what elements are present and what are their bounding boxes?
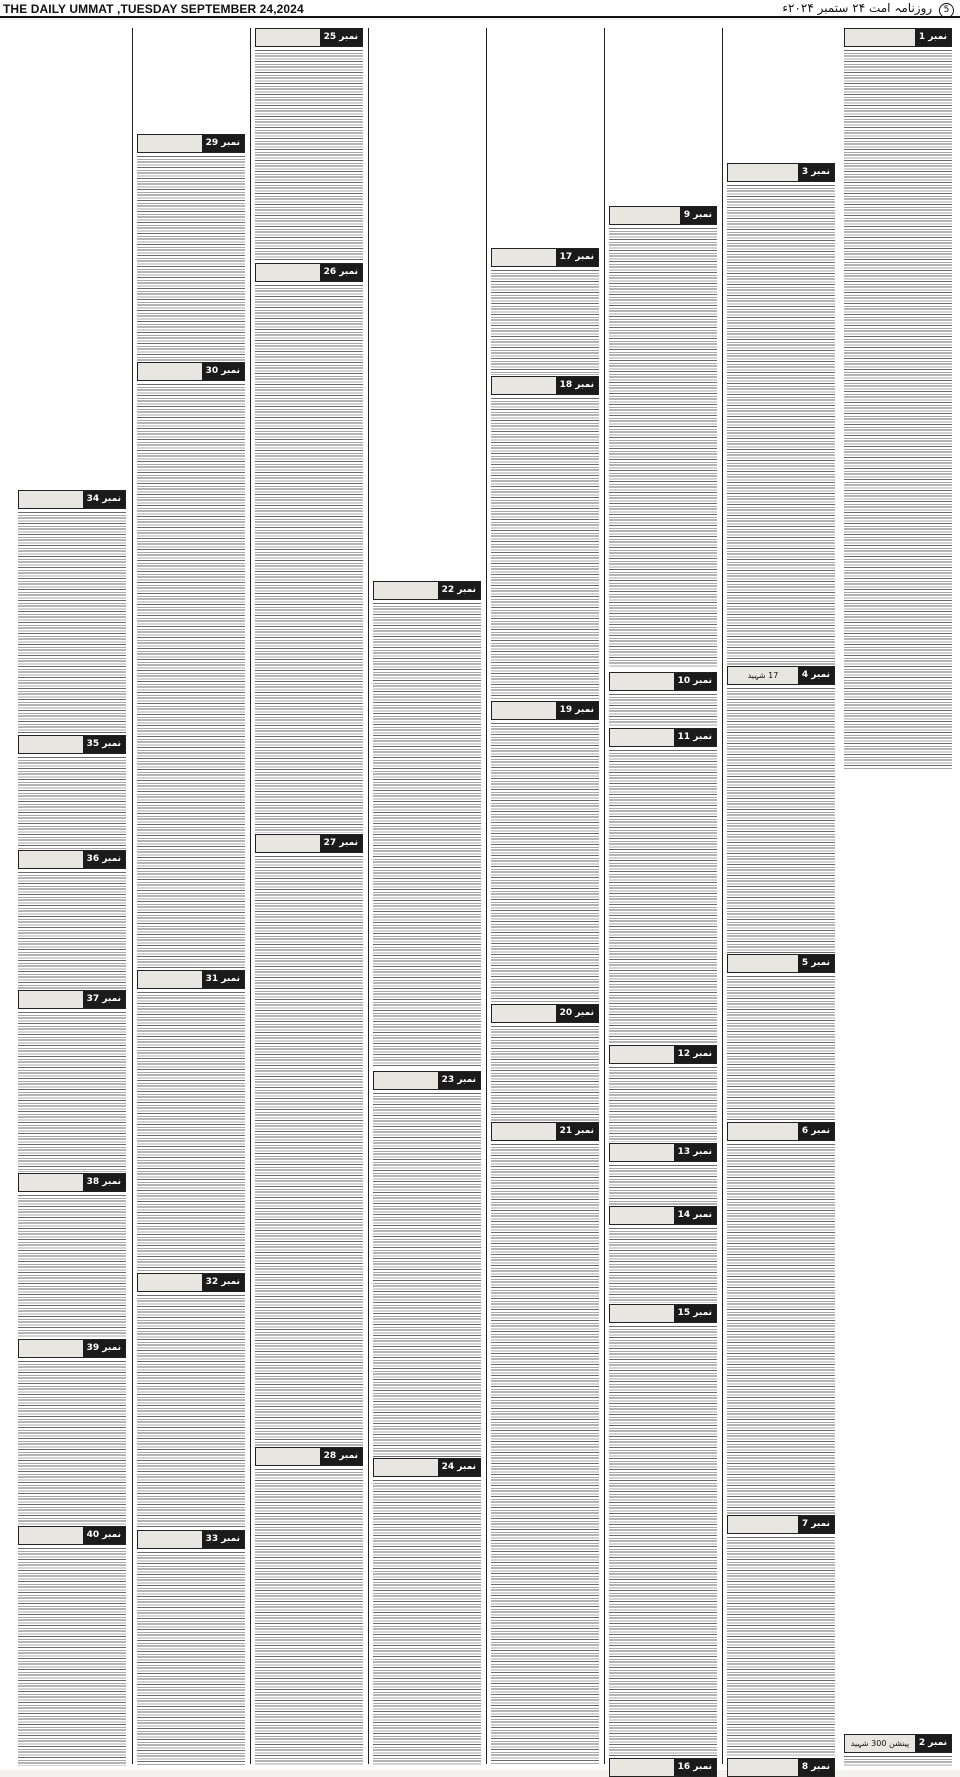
news-item bbox=[609, 1758, 717, 1772]
news-item-number: نمبر 24 bbox=[438, 1459, 480, 1476]
news-item-header bbox=[609, 1304, 717, 1323]
news-item-header bbox=[491, 701, 599, 720]
news-item-body bbox=[373, 603, 481, 1067]
news-item-header bbox=[18, 1173, 126, 1192]
news-item-header bbox=[255, 263, 363, 282]
news-item-title bbox=[138, 135, 202, 152]
news-item-header bbox=[373, 581, 481, 600]
news-item-header bbox=[137, 970, 245, 989]
news-item-number: نمبر 40 bbox=[83, 1527, 125, 1544]
news-item-body bbox=[491, 723, 599, 1003]
news-item-body bbox=[18, 1012, 126, 1172]
news-item-title bbox=[492, 249, 556, 266]
news-item-body bbox=[137, 156, 245, 361]
news-item-title bbox=[610, 1144, 674, 1161]
news-item-title bbox=[492, 1005, 556, 1022]
news-item-body bbox=[255, 1469, 363, 1766]
news-item-body bbox=[255, 285, 363, 833]
news-item bbox=[18, 1339, 126, 1523]
news-item bbox=[137, 1273, 245, 1527]
news-item-header bbox=[137, 1273, 245, 1292]
news-item-number: نمبر 23 bbox=[438, 1072, 480, 1089]
news-item-header bbox=[137, 134, 245, 153]
newspaper-page bbox=[0, 20, 960, 1770]
news-item bbox=[609, 672, 717, 725]
news-item-title bbox=[492, 1123, 556, 1140]
news-item bbox=[255, 1447, 363, 1764]
news-item-number: نمبر 30 bbox=[202, 363, 244, 380]
news-item-body bbox=[609, 750, 717, 1044]
news-item-title bbox=[19, 991, 83, 1008]
news-item-body bbox=[255, 50, 363, 262]
news-item-number: نمبر 1 bbox=[915, 29, 951, 46]
news-item bbox=[18, 990, 126, 1170]
news-item-number: نمبر 3 bbox=[798, 164, 834, 181]
news-item-body bbox=[18, 1361, 126, 1525]
news-item-header bbox=[609, 1206, 717, 1225]
news-item bbox=[727, 1122, 835, 1512]
news-column bbox=[840, 28, 956, 1764]
news-item-title bbox=[610, 729, 674, 746]
news-item bbox=[137, 134, 245, 359]
news-item-title bbox=[256, 264, 320, 281]
news-item bbox=[255, 28, 363, 260]
news-item-body bbox=[373, 1480, 481, 1766]
news-item-header bbox=[844, 28, 952, 47]
news-item bbox=[727, 1758, 835, 1772]
news-item-header bbox=[844, 1734, 952, 1753]
news-item-body bbox=[609, 1228, 717, 1303]
news-item-title bbox=[19, 736, 83, 753]
news-item-title bbox=[256, 29, 320, 46]
news-item-number: نمبر 33 bbox=[202, 1531, 244, 1548]
news-item bbox=[491, 376, 599, 698]
news-item-title bbox=[256, 1448, 320, 1465]
news-item-header bbox=[137, 1530, 245, 1549]
news-item-body bbox=[255, 856, 363, 1446]
page-number-badge: 5 bbox=[939, 3, 954, 18]
news-item bbox=[255, 263, 363, 831]
news-item-number: نمبر 5 bbox=[798, 955, 834, 972]
news-item-header bbox=[727, 1122, 835, 1141]
news-item-header bbox=[491, 1122, 599, 1141]
news-column bbox=[132, 28, 249, 1764]
news-item-title bbox=[374, 1072, 438, 1089]
news-item-number: نمبر 17 bbox=[556, 249, 598, 266]
news-item-number: نمبر 11 bbox=[674, 729, 716, 746]
news-item-number: نمبر 7 bbox=[798, 1516, 834, 1533]
news-item-title bbox=[728, 955, 798, 972]
news-item-title: 17 شہید bbox=[747, 671, 779, 680]
news-item-body bbox=[609, 1067, 717, 1142]
news-item-body bbox=[609, 228, 717, 668]
news-item-body bbox=[727, 185, 835, 665]
news-item-header bbox=[18, 850, 126, 869]
masthead-urdu-title bbox=[782, 1, 954, 18]
news-item-number: نمبر 9 bbox=[680, 207, 716, 224]
news-item-number: نمبر 15 bbox=[674, 1305, 716, 1322]
news-item-body bbox=[491, 270, 599, 375]
news-item-body bbox=[844, 50, 952, 770]
news-item-title bbox=[728, 1516, 798, 1533]
news-item-body bbox=[491, 1144, 599, 1764]
news-item-title bbox=[610, 1046, 674, 1063]
news-item bbox=[609, 728, 717, 1042]
news-item-title bbox=[610, 1759, 674, 1776]
news-item-title bbox=[610, 207, 680, 224]
news-item-title bbox=[728, 1123, 798, 1140]
news-item bbox=[609, 1206, 717, 1301]
news-item-header bbox=[373, 1458, 481, 1477]
news-item-number: نمبر 20 bbox=[556, 1005, 598, 1022]
news-item-header bbox=[255, 1447, 363, 1466]
news-item-title bbox=[610, 1207, 674, 1224]
news-column bbox=[486, 28, 603, 1764]
news-item-header bbox=[727, 163, 835, 182]
news-item bbox=[727, 163, 835, 663]
news-item-number: نمبر 26 bbox=[320, 264, 362, 281]
news-item bbox=[373, 581, 481, 1065]
news-item bbox=[491, 701, 599, 1001]
news-item-number: نمبر 19 bbox=[556, 702, 598, 719]
news-item-title bbox=[138, 1274, 202, 1291]
news-item-number: نمبر 2 bbox=[915, 1735, 951, 1752]
news-item-header bbox=[18, 490, 126, 509]
news-item bbox=[137, 970, 245, 1270]
news-item-header bbox=[491, 1004, 599, 1023]
masthead-urdu-text: روزنامہ امت ۲۴ ستمبر ۲۰۲۴ء bbox=[782, 1, 933, 15]
news-item-title: پینشن 300 شہید bbox=[850, 1739, 910, 1748]
news-item bbox=[373, 1071, 481, 1455]
news-item-number: نمبر 12 bbox=[674, 1046, 716, 1063]
news-item bbox=[727, 954, 835, 1119]
news-item bbox=[609, 206, 717, 666]
news-item-title bbox=[610, 673, 674, 690]
news-item-title bbox=[374, 1459, 438, 1476]
news-item-title bbox=[492, 377, 556, 394]
news-item bbox=[609, 1304, 717, 1754]
news-column bbox=[722, 28, 839, 1772]
news-item-header bbox=[373, 1071, 481, 1090]
news-item bbox=[609, 1045, 717, 1140]
news-column bbox=[250, 28, 367, 1764]
news-item-body bbox=[727, 1144, 835, 1514]
news-item-title bbox=[845, 29, 915, 46]
news-item-title bbox=[19, 1527, 83, 1544]
news-item-body bbox=[727, 976, 835, 1121]
news-item-title bbox=[492, 702, 556, 719]
news-item-title bbox=[610, 1305, 674, 1322]
news-item-header bbox=[727, 954, 835, 973]
news-item bbox=[18, 490, 126, 732]
news-item-body bbox=[18, 1548, 126, 1766]
news-item-number: نمبر 14 bbox=[674, 1207, 716, 1224]
news-item-number: نمبر 18 bbox=[556, 377, 598, 394]
news-item-header bbox=[491, 248, 599, 267]
news-item-number: نمبر 25 bbox=[320, 29, 362, 46]
news-item-number: نمبر 10 bbox=[674, 673, 716, 690]
news-item-body bbox=[609, 1326, 717, 1756]
news-item-header bbox=[727, 1758, 835, 1777]
news-item-title bbox=[138, 971, 202, 988]
news-item-title bbox=[374, 582, 438, 599]
news-item-header bbox=[609, 1045, 717, 1064]
news-item-number: نمبر 16 bbox=[674, 1759, 716, 1776]
news-column bbox=[604, 28, 721, 1772]
news-item-title bbox=[19, 1174, 83, 1191]
news-item-title bbox=[256, 835, 320, 852]
news-item-number: نمبر 32 bbox=[202, 1274, 244, 1291]
news-item-title bbox=[138, 363, 202, 380]
news-item-body bbox=[137, 384, 245, 969]
news-item bbox=[727, 1515, 835, 1755]
masthead-english-title: THE DAILY UMMAT ,TUESDAY SEPTEMBER 24,2024 bbox=[3, 2, 304, 16]
news-item-body bbox=[18, 872, 126, 989]
news-item-number: نمبر 37 bbox=[83, 991, 125, 1008]
masthead bbox=[0, 0, 960, 18]
news-item-header bbox=[18, 1339, 126, 1358]
news-item-body bbox=[609, 694, 717, 727]
news-item-body bbox=[727, 688, 835, 953]
news-item bbox=[844, 28, 952, 768]
news-item-header bbox=[18, 1526, 126, 1545]
news-item-number: نمبر 36 bbox=[83, 851, 125, 868]
news-item bbox=[18, 850, 126, 987]
news-item-header bbox=[609, 672, 717, 691]
news-item-number: نمبر 28 bbox=[320, 1448, 362, 1465]
news-item-header bbox=[255, 834, 363, 853]
news-item-number: نمبر 8 bbox=[798, 1759, 834, 1776]
news-item bbox=[491, 1004, 599, 1119]
news-item-title bbox=[728, 164, 798, 181]
news-item-body bbox=[18, 1195, 126, 1338]
news-item-number: نمبر 35 bbox=[83, 736, 125, 753]
news-item bbox=[255, 834, 363, 1444]
news-item-body bbox=[137, 1295, 245, 1529]
news-item bbox=[373, 1458, 481, 1764]
news-item-header bbox=[609, 206, 717, 225]
news-item bbox=[18, 1173, 126, 1336]
news-item-number: نمبر 21 bbox=[556, 1123, 598, 1140]
news-item-number: نمبر 29 bbox=[202, 135, 244, 152]
news-item-body bbox=[727, 1537, 835, 1757]
news-item-number: نمبر 39 bbox=[83, 1340, 125, 1357]
news-column bbox=[368, 28, 485, 1764]
news-item-number: نمبر 22 bbox=[438, 582, 480, 599]
news-item-header bbox=[255, 28, 363, 47]
news-item bbox=[137, 362, 245, 967]
news-column bbox=[14, 28, 130, 1764]
news-item bbox=[609, 1143, 717, 1203]
news-item-body bbox=[137, 1552, 245, 1766]
news-item bbox=[491, 1122, 599, 1762]
news-item-body bbox=[18, 757, 126, 849]
news-item bbox=[18, 1526, 126, 1764]
news-item-number: نمبر 27 bbox=[320, 835, 362, 852]
news-item-header bbox=[609, 1758, 717, 1777]
news-item-title bbox=[138, 1531, 202, 1548]
news-item-header bbox=[491, 376, 599, 395]
news-item-body bbox=[18, 512, 126, 734]
news-item-header bbox=[609, 728, 717, 747]
news-item bbox=[18, 735, 126, 847]
news-item bbox=[727, 666, 835, 951]
news-item-title bbox=[19, 851, 83, 868]
news-item-header bbox=[609, 1143, 717, 1162]
news-item bbox=[844, 1734, 952, 1764]
news-item-body bbox=[491, 398, 599, 700]
news-item-body bbox=[609, 1165, 717, 1205]
news-item-number: نمبر 38 bbox=[83, 1174, 125, 1191]
news-item-number: نمبر 6 bbox=[798, 1123, 834, 1140]
news-item-number: نمبر 34 bbox=[83, 491, 125, 508]
news-item-header bbox=[18, 735, 126, 754]
news-item-body bbox=[137, 992, 245, 1272]
news-item-number: نمبر 13 bbox=[674, 1144, 716, 1161]
news-item-header bbox=[727, 666, 835, 685]
news-item bbox=[137, 1530, 245, 1764]
news-item-number: نمبر 4 bbox=[798, 667, 834, 684]
news-item-number: نمبر 31 bbox=[202, 971, 244, 988]
news-item-header bbox=[18, 990, 126, 1009]
news-item-body bbox=[491, 1026, 599, 1121]
news-item-title bbox=[19, 1340, 83, 1357]
news-item-title bbox=[19, 491, 83, 508]
news-item-title bbox=[728, 1759, 798, 1776]
news-item-body bbox=[844, 1756, 952, 1766]
news-item bbox=[491, 248, 599, 373]
news-item-header bbox=[727, 1515, 835, 1534]
news-item-header bbox=[137, 362, 245, 381]
news-item-body bbox=[373, 1093, 481, 1457]
